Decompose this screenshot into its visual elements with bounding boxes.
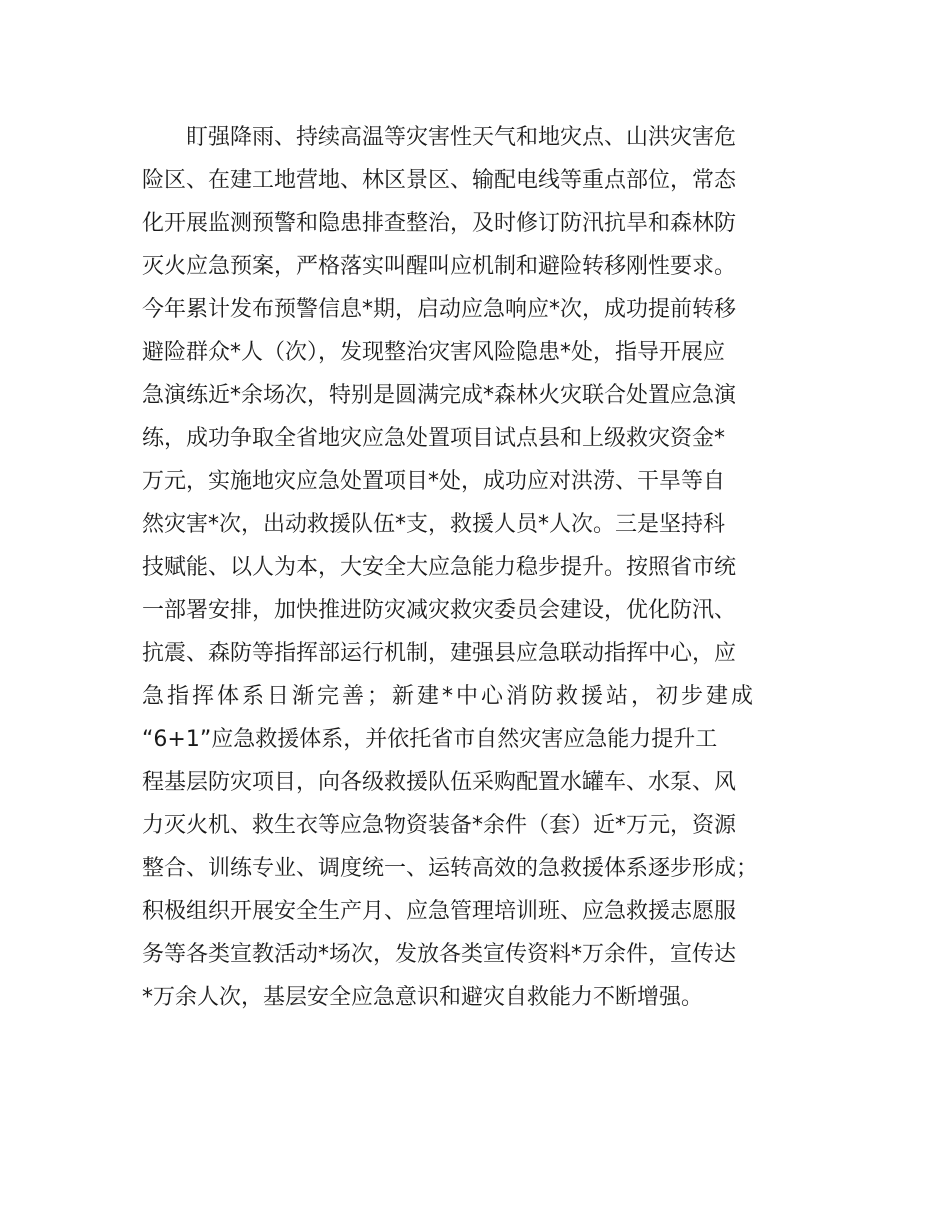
text-line-4: 灭火应急预案，严格落实叫醒叫应机制和避险转移刚性要求。	[142, 254, 737, 279]
text-line-9: 万元，实施地灾应急处置项目*处，成功应对洪涝、干旱等自	[142, 469, 726, 494]
text-line-5: 今年累计发布预警信息*期，启动应急响应*次，成功提前转移	[142, 297, 737, 322]
text-line-7: 急演练近*余场次，特别是圆满完成*森林火灾联合处置应急演	[142, 383, 737, 408]
text-line-20: 务等各类宣教活动*场次，发放各类宣传资料*万余件，宣传达	[142, 942, 737, 967]
text-line-3: 化开展监测预警和隐患排查整治，及时修订防汛抗旱和森林防	[142, 211, 737, 236]
text-line-13: 抗震、森防等指挥部运行机制，建强县应急联动指挥中心，应	[142, 641, 737, 666]
text-line-10: 然灾害*次，出动救援队伍*支，救援人员*人次。三是坚持科	[142, 512, 726, 537]
text-line-16: 程基层防灾项目，向各级救援队伍采购配置水罐车、水泵、风	[142, 770, 737, 795]
text-line-8: 练，成功争取全省地灾应急处置项目试点县和上级救灾资金*	[142, 426, 726, 451]
text-line-18: 整合、训练专业、调度统一、运转高效的急救援体系逐步形成；	[142, 856, 759, 881]
text-line-6: 避险群众*人（次），发现整治灾害风险隐患*处，指导开展应	[142, 340, 726, 365]
text-line-14: 急指挥体系日渐完善；新建*中心消防救援站，初步建成	[142, 684, 757, 709]
text-line-21: *万余人次，基层安全应急意识和避灾自救能力不断增强。	[142, 985, 704, 1010]
body-paragraph	[142, 116, 842, 1019]
text-line-2: 险区、在建工地营地、林区景区、输配电线等重点部位，常态	[142, 168, 737, 193]
text-line-15: “6+1”应急救援体系，并依托省市自然灾害应急能力提升工	[142, 727, 718, 752]
text-line-12: 一部署安排，加快推进防灾减灾救灾委员会建设，优化防汛、	[142, 598, 737, 623]
text-line-17: 力灭火机、救生衣等应急物资装备*余件（套）近*万元，资源	[142, 813, 737, 838]
text-line-11: 技赋能、以人为本，大安全大应急能力稳步提升。按照省市统	[142, 555, 737, 580]
text-line-1: 盯强降雨、持续高温等灾害性天气和地灾点、山洪灾害危	[186, 125, 737, 150]
text-line-19: 积极组织开展安全生产月、应急管理培训班、应急救援志愿服	[142, 899, 737, 924]
